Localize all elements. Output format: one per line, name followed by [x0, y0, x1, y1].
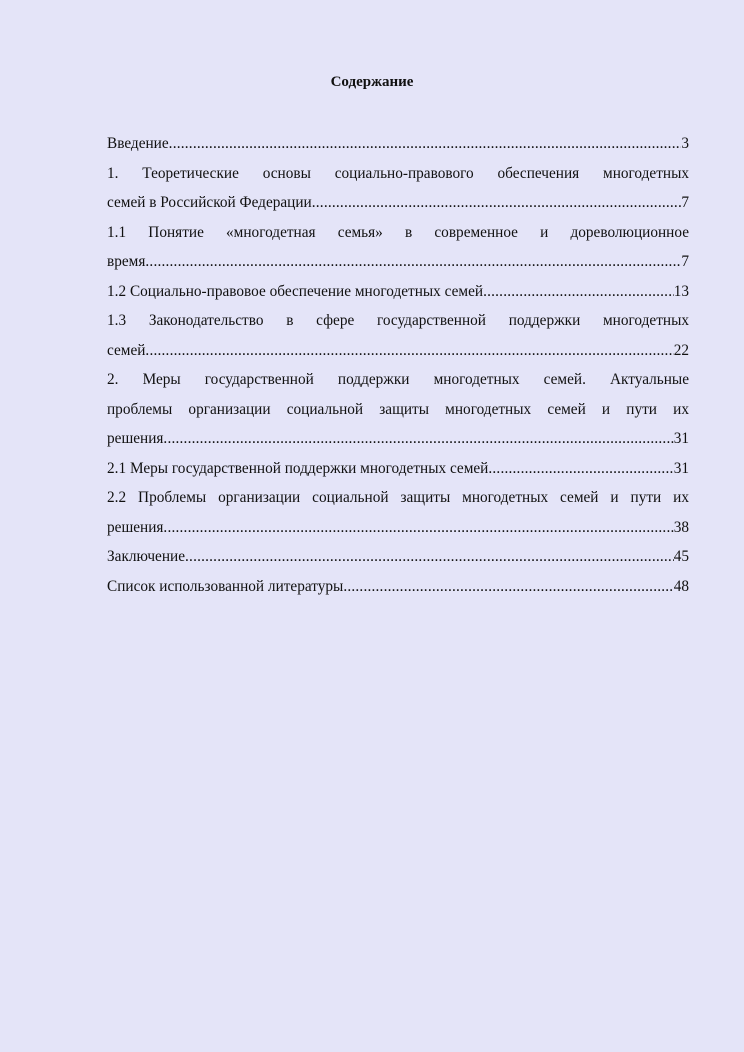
toc-entry-text-line: 1.1 Понятие «многодетная семья» в современное и дореволюционное — [107, 223, 689, 241]
dot-leader — [343, 572, 673, 602]
toc-entry-page-number: 7 — [681, 253, 689, 270]
toc-entry — [107, 129, 689, 159]
toc-entry-page-number: 45 — [673, 548, 689, 565]
table-of-contents — [107, 129, 689, 601]
dot-leader — [169, 129, 682, 159]
dot-leader — [488, 454, 673, 484]
toc-entry-page-number: 38 — [673, 518, 689, 536]
toc-entry — [107, 483, 689, 542]
dot-leader — [312, 188, 682, 218]
dot-leader — [185, 542, 674, 572]
toc-entry — [107, 218, 689, 277]
toc-entry-text-line: 2.2 Проблемы организации социальной защиты многодетных семей и пути их — [107, 489, 689, 506]
toc-entry — [107, 159, 689, 218]
toc-entry-last-line — [107, 129, 689, 159]
toc-entry-text-line: 2. Меры государственной поддержки многодетных семей. Актуальные — [107, 371, 689, 388]
toc-entry-title: решения — [107, 518, 164, 536]
toc-entry — [107, 306, 689, 365]
toc-entry-page-number: 13 — [673, 282, 689, 300]
page-title: Содержание — [330, 74, 414, 90]
toc-entry-title: 2.1 Меры государственной поддержки многодетных семей — [107, 459, 489, 477]
toc-entry-last-line — [107, 572, 689, 602]
toc-entry — [107, 572, 689, 602]
toc-entry-page-number: 3 — [681, 135, 689, 152]
toc-entry-title: Список использованной литературы — [107, 577, 344, 595]
toc-entry-last-line — [107, 188, 689, 218]
toc-entry-last-line — [107, 424, 689, 454]
dot-leader — [163, 513, 673, 543]
dot-leader — [145, 336, 673, 366]
toc-entry-title: решения — [107, 430, 164, 447]
toc-entry-text-line: 1. Теоретические основы социально-правового обеспечения многодетных — [107, 164, 689, 182]
toc-entry-page-number: 48 — [673, 577, 689, 595]
toc-entry-title: семей в Российской Федерации — [107, 194, 312, 211]
toc-entry-last-line — [107, 336, 689, 366]
toc-entry — [107, 454, 689, 484]
toc-entry — [107, 277, 689, 307]
toc-entry-title: Введение — [107, 135, 169, 152]
toc-entry-last-line — [107, 454, 689, 484]
toc-entry-title: время — [107, 253, 146, 270]
toc-entry-text-line: 1.3 Законодательство в сфере государственной поддержки многодетных — [107, 312, 689, 329]
toc-entry-text-line: проблемы организации социальной защиты многодетных семей и пути их — [107, 400, 689, 418]
toc-entry — [107, 365, 689, 454]
toc-entry-page-number: 7 — [681, 194, 689, 211]
toc-entry-page-number: 31 — [673, 430, 689, 447]
toc-entry-title: 1.2 Социально-правовое обеспечение многодетных семей — [107, 282, 484, 300]
toc-entry — [107, 542, 689, 572]
dot-leader — [163, 424, 673, 454]
toc-entry-last-line — [107, 513, 689, 543]
toc-entry-page-number: 31 — [673, 459, 689, 477]
toc-entry-page-number: 22 — [673, 341, 689, 359]
toc-entry-last-line — [107, 277, 689, 307]
dot-leader — [483, 277, 674, 307]
toc-entry-last-line — [107, 247, 689, 277]
toc-entry-title: семей — [107, 341, 146, 359]
dot-leader — [145, 247, 681, 277]
toc-entry-title: Заключение — [107, 548, 186, 565]
toc-entry-last-line — [107, 542, 689, 572]
